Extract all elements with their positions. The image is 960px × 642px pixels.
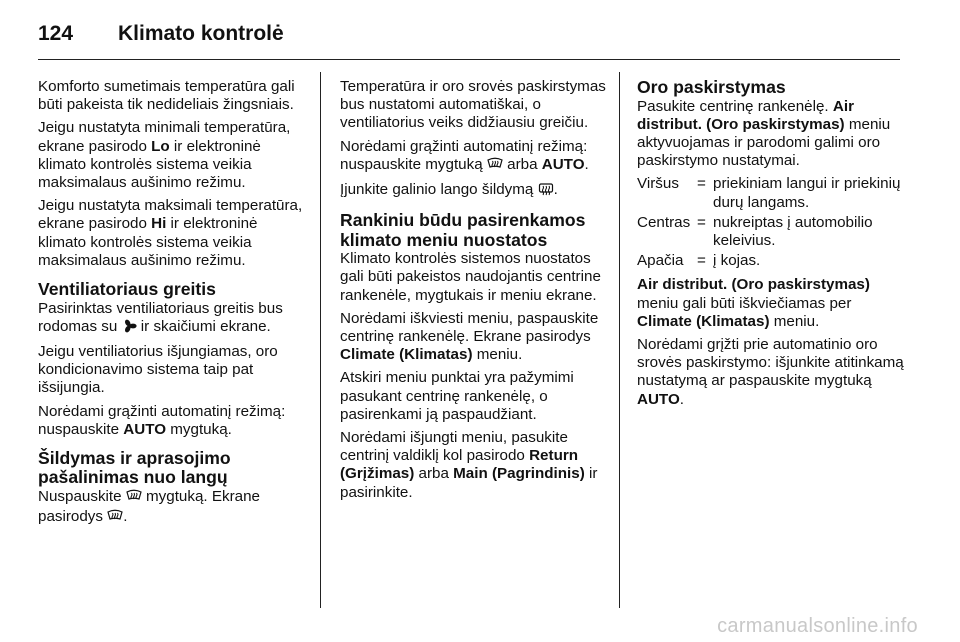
definition-term: Apačia — [637, 252, 684, 270]
paragraph: Nuspauskite mygtuką. Ekrane pasirodys . — [38, 488, 306, 528]
paragraph: Pasukite centrinę rankenėlę. Air distribut. (Oro paskirstymas) meniu aktyvuojamas ir parodomi galimi oro paskirstymo nustatymai. — [637, 97, 891, 170]
definition-row — [637, 252, 907, 270]
definition-text: priekiniam langui ir priekinių durų langams. — [713, 175, 901, 211]
definition-equals: = — [697, 175, 706, 193]
section-heading-air-distribution: Oro paskirstymas — [637, 77, 786, 97]
paragraph: Norėdami grįžti prie automatinio oro srovės paskirstymo: išjunkite atitinkamą nustatymą ar paspauskite mygtuką AUTO. — [637, 335, 904, 408]
column-divider-1 — [320, 72, 321, 608]
column-1 — [38, 78, 306, 533]
definition-term: Centras — [637, 213, 691, 231]
paragraph: Įjunkite galinio lango šildymą . — [340, 181, 610, 201]
page-header — [38, 14, 284, 54]
paragraph: Jeigu nustatyta minimali temperatūra, ekrane pasirodo Lo ir elektroninė klimato kontrolės sistema veikia maksimalaus aušinimo režimu. — [38, 119, 291, 192]
section-heading-manual-settings: Rankiniu būdu pasirenkamos klimato meniu nuostatos — [340, 210, 586, 250]
definition-text: nukreiptas į automobilio keleivius. — [713, 213, 873, 249]
paragraph: Norėdami grąžinti automatinį režimą: nuspauskite AUTO mygtuką. — [38, 402, 286, 438]
paragraph: Jeigu nustatyta maksimali temperatūra, ekrane pasirodo Hi ir elektroninė klimato kontrolės sistema veikia maksimalaus aušinimo režimu. — [38, 197, 303, 269]
paragraph: Norėdami išjungti meniu, pasukite centrinį valdiklį kol pasirodo Return (Grįžimas) arba Main (Pagrindinis) ir pasirinkite. — [340, 429, 598, 501]
definition-text: į kojas. — [713, 252, 761, 270]
paragraph: Temperatūra ir oro srovės paskirstymas bus nustatomi automatiškai, o ventiliatorius veiks didžiausiu greičiu. — [340, 78, 606, 132]
definition-row — [637, 214, 907, 250]
definition-list — [637, 175, 907, 270]
page-number: 124 — [38, 22, 74, 45]
column-2 — [340, 78, 610, 507]
definition-equals: = — [697, 213, 706, 231]
section-heading-defrost: Šildymas ir aprasojimo pašalinimas nuo langų — [38, 447, 231, 488]
windscreen-defrost-icon — [126, 489, 142, 508]
rear-window-heat-icon — [538, 182, 554, 201]
windscreen-defrost-icon — [107, 509, 123, 528]
definition-term: Viršus — [637, 175, 679, 193]
paragraph: Pasirinktas ventiliatoriaus greitis bus rodomas su ir skaičiumi ekrane. — [38, 300, 306, 338]
fan-icon — [122, 319, 137, 338]
paragraph: Komforto sumetimais temperatūra gali būti pakeista tik nedideliais žingsniais. — [38, 78, 295, 114]
column-divider-2 — [619, 72, 620, 608]
paragraph: Atskiri meniu punktai yra pažymimi pasukant centrinę rankenėlę, o pasirenkami ją paspaudžiant. — [340, 369, 574, 423]
definition-equals: = — [697, 252, 706, 270]
section-heading-fan-speed: Ventiliatoriaus greitis — [38, 279, 216, 300]
header-rule — [38, 59, 900, 60]
paragraph: Jeigu ventiliatorius išjungiamas, oro kondicionavimo sistema taip pat išsijungia. — [38, 342, 278, 397]
paragraph: Norėdami iškviesti meniu, paspauskite centrinę rankenėlę. Ekrane pasirodys Climate (Klimatas) meniu. — [340, 309, 599, 364]
paragraph: Air distribut. (Oro paskirstymas) meniu gali būti iškviečiamas per Climate (Klimatas) meniu. — [637, 276, 870, 330]
chapter-title: Klimato kontrolė — [118, 22, 284, 45]
windscreen-defrost-icon — [487, 157, 503, 176]
definition-row — [637, 175, 907, 211]
paragraph: Norėdami grąžinti automatinį režimą: nuspauskite mygtuką arba AUTO. — [340, 138, 610, 176]
paragraph: Klimato kontrolės sistemos nuostatos gali būti pakeistos naudojantis centrine rankenėle, mygtukais ir meniu ekrane. — [340, 250, 601, 304]
column-3 — [637, 78, 907, 414]
watermark: carmanualsonline.info — [717, 615, 918, 637]
